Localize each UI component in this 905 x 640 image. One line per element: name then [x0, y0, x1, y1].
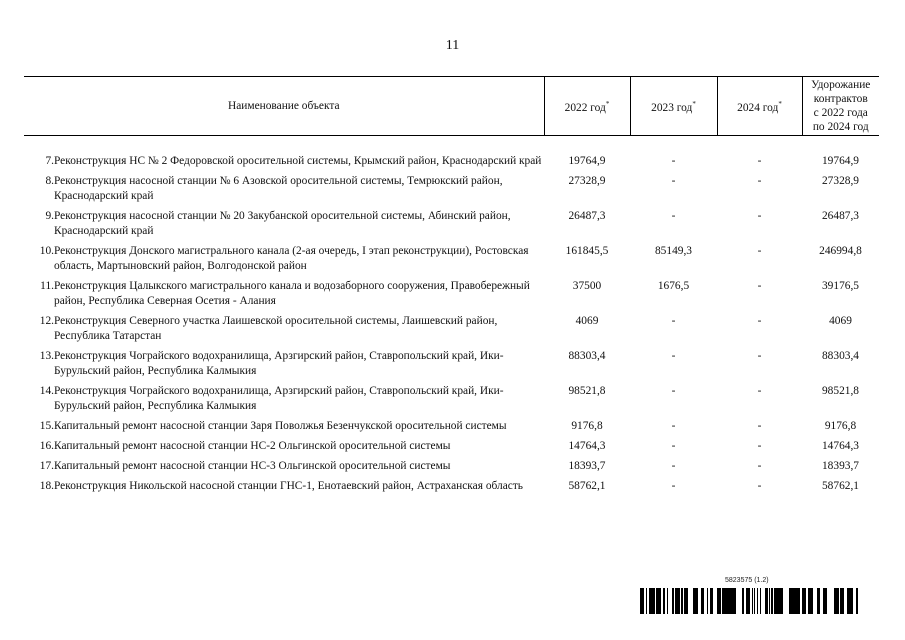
barcode-bar [766, 588, 767, 614]
barcode-bar [663, 588, 664, 614]
barcode-bar [742, 588, 744, 614]
barcode-bar [802, 588, 803, 614]
header-2024: 2024 год* [717, 77, 802, 136]
barcode-bar [717, 588, 719, 614]
barcode-bar [856, 588, 857, 614]
table-row [24, 458, 879, 478]
value-2024: - [757, 245, 762, 257]
value-2024: - [757, 460, 762, 472]
barcode-bar [685, 588, 687, 614]
barcode-bar [837, 588, 839, 614]
value-2024: - [757, 315, 762, 327]
table-row [24, 313, 879, 348]
barcode-bar [646, 588, 647, 614]
barcode-bar [825, 588, 827, 614]
barcode-bar [842, 588, 844, 614]
object-name: Реконструкция Северного участка Лаишевской оросительной системы, Лаишевский район, Республика Татарстан [54, 315, 498, 342]
barcode-bar [771, 588, 773, 614]
row-number: 12. [39, 315, 54, 327]
row-number: 10. [39, 245, 54, 257]
barcode-bar [767, 588, 768, 614]
barcode-bar [672, 588, 673, 614]
barcode-bar [848, 588, 849, 614]
value-total: 18393,7 [821, 460, 860, 472]
barcode-bar [834, 588, 836, 614]
barcode-bar [703, 588, 704, 614]
value-2022: 98521,8 [568, 385, 606, 397]
barcode-bar [849, 588, 851, 614]
table-row [24, 278, 879, 313]
row-number: 14. [39, 385, 54, 397]
value-2023: 1676,5 [657, 280, 690, 292]
header-name: Наименование объекта [24, 77, 544, 136]
object-name: Реконструкция Цалыкского магистрального канала и водозаборного сооружения, Правобережный район, Республика Северная Осетия - Алания [54, 280, 530, 307]
barcode-bar [673, 588, 674, 614]
value-2024: - [757, 155, 762, 167]
value-2024: - [757, 480, 762, 492]
barcode-bar [728, 588, 730, 614]
barcode-bar [660, 588, 661, 614]
table-row [24, 418, 879, 438]
barcode-bar [731, 588, 733, 614]
value-2023: - [671, 315, 676, 327]
value-2024: - [757, 385, 762, 397]
barcode-bar [677, 588, 678, 614]
table-row [24, 438, 879, 458]
value-2022: 58762,1 [568, 480, 606, 492]
barcode-bar [682, 588, 683, 614]
object-name: Реконструкция насосной станции № 20 Закубанской оросительной системы, Абинский район, Краснодарский край [54, 210, 511, 237]
barcode-bar [723, 588, 724, 614]
value-2023: - [671, 420, 676, 432]
barcode-bar [651, 588, 652, 614]
barcode-bar [707, 588, 708, 614]
value-2023: - [671, 460, 676, 472]
barcode-bar [791, 588, 793, 614]
barcode-bar [748, 588, 750, 614]
row-number: 8. [45, 175, 54, 187]
header-2023: 2023 год* [630, 77, 717, 136]
value-2023: - [671, 155, 676, 167]
barcode-bar [780, 588, 781, 614]
barcode-bar [693, 588, 694, 614]
table-row [24, 478, 879, 498]
barcode-bar [836, 588, 837, 614]
barcode-bar [652, 588, 653, 614]
barcode-bar [823, 588, 825, 614]
value-2023: - [671, 385, 676, 397]
barcode-bar [754, 588, 755, 614]
barcode-bar [757, 588, 758, 614]
barcode-bar [851, 588, 853, 614]
barcode-bar [653, 588, 655, 614]
value-total: 9176,8 [824, 420, 857, 432]
barcode-bar [734, 588, 735, 614]
value-2024: - [757, 210, 762, 222]
barcode-bar [765, 588, 766, 614]
barcode-bar [760, 588, 761, 614]
value-2022: 14764,3 [568, 440, 606, 452]
value-2022: 88303,4 [568, 350, 606, 362]
barcode-bar [817, 588, 818, 614]
barcode-image [640, 588, 858, 614]
object-name: Капитальный ремонт насосной станции Заря Поволжья Безенчукской оросительной системы [54, 420, 507, 432]
barcode-bar [696, 588, 698, 614]
objects-table [24, 76, 879, 498]
table-header-row [24, 77, 879, 136]
barcode-bar [656, 588, 658, 614]
barcode-bar [710, 588, 711, 614]
barcode-bar [667, 588, 668, 614]
value-total: 27328,9 [821, 175, 860, 187]
value-total: 88303,4 [821, 350, 860, 362]
row-number: 13. [39, 350, 54, 362]
barcode-bar [733, 588, 734, 614]
barcode-bar [808, 588, 809, 614]
barcode-bar [818, 588, 820, 614]
barcode-bar [778, 588, 780, 614]
object-name: Реконструкция НС № 2 Федоровской оросительной системы, Крымский район, Краснодарский край [54, 155, 542, 167]
barcode-bar [752, 588, 753, 614]
barcode-bar [809, 588, 810, 614]
barcode-bar [769, 588, 770, 614]
value-2024: - [757, 420, 762, 432]
barcode-bar [643, 588, 644, 614]
barcode-bar [724, 588, 726, 614]
value-total: 4069 [829, 315, 852, 327]
barcode-bar [719, 588, 721, 614]
barcode-bar [687, 588, 688, 614]
object-name: Капитальный ремонт насосной станции НС-2 Ольгинской оросительной системы [54, 440, 451, 452]
row-number: 17. [39, 460, 54, 472]
barcode-bar [701, 588, 703, 614]
barcode-bar [735, 588, 736, 614]
table-row [24, 348, 879, 383]
header-total: Удорожание контрактов с 2022 года по 2024 год [802, 77, 879, 136]
value-2024: - [757, 280, 762, 292]
barcode-bar [694, 588, 696, 614]
barcode-bar [640, 588, 641, 614]
object-name: Реконструкция насосной станции № 6 Азовской оросительной системы, Темрюкский район, Краснодарский край [54, 175, 503, 202]
value-2023: - [671, 440, 676, 452]
barcode-bar [798, 588, 800, 614]
value-2024: - [757, 440, 762, 452]
header-spacer [24, 136, 879, 154]
barcode-bar [793, 588, 794, 614]
table-row [24, 243, 879, 278]
value-2024: - [757, 175, 762, 187]
value-2023: - [671, 210, 676, 222]
barcode-bar [789, 588, 790, 614]
value-total: 26487,3 [821, 210, 860, 222]
barcode-bar [840, 588, 841, 614]
object-name: Реконструкция Чограйского водохранилища, Арзгирский район, Ставропольский край, Ики-Бурульский район, Республика Калмыкия [54, 350, 504, 377]
value-total: 246994,8 [819, 245, 862, 257]
barcode-bar [675, 588, 677, 614]
barcode-bar [659, 588, 660, 614]
value-2022: 4069 [575, 315, 599, 327]
barcode-bar [650, 588, 651, 614]
row-number: 11. [40, 280, 54, 292]
value-2022: 26487,3 [568, 210, 606, 222]
value-2022: 18393,7 [568, 460, 606, 472]
barcode-bar [681, 588, 682, 614]
barcode-bar [841, 588, 842, 614]
barcode-bar [857, 588, 858, 614]
barcode-bar [794, 588, 796, 614]
barcode-bar [796, 588, 797, 614]
table-row [24, 173, 879, 208]
barcode-bar [847, 588, 848, 614]
object-name: Реконструкция Никольской насосной станции ГНС-1, Енотаевский район, Астраханская область [54, 480, 523, 492]
barcode-bar [790, 588, 791, 614]
value-2022: 9176,8 [571, 420, 603, 432]
barcode-bar [726, 588, 728, 614]
value-2023: - [671, 480, 676, 492]
value-total: 19764,9 [821, 155, 860, 167]
row-number: 16. [39, 440, 54, 452]
barcode-bar [746, 588, 748, 614]
value-2023: - [671, 350, 676, 362]
page-number: 11 [445, 38, 460, 53]
table-row [24, 208, 879, 243]
row-number: 9. [45, 210, 54, 222]
row-number: 15. [39, 420, 54, 432]
row-number: 18. [39, 480, 54, 492]
value-2022: 27328,9 [568, 175, 606, 187]
object-name: Капитальный ремонт насосной станции НС-3 Ольгинской оросительной системы [54, 460, 451, 472]
value-2022: 19764,9 [568, 155, 606, 167]
value-2022: 37500 [572, 280, 602, 292]
value-2022: 161845,5 [565, 245, 609, 257]
barcode-bar [641, 588, 643, 614]
value-total: 39176,5 [821, 280, 860, 292]
object-name: Реконструкция Донского магистрального канала (2-ая очередь, I этап реконструкции), Ростовская область, Мартыновский район, Волгодонской район [54, 245, 529, 272]
barcode-bar [776, 588, 778, 614]
barcode-bar [678, 588, 680, 614]
barcode-bar [722, 588, 723, 614]
barcode-bar [775, 588, 776, 614]
barcode-code: 5823575 (1.2) [725, 577, 769, 584]
header-2022: 2022 год* [544, 77, 630, 136]
value-total: 98521,8 [821, 385, 860, 397]
barcode-bar [810, 588, 812, 614]
table-row [24, 153, 879, 173]
barcode-bar [730, 588, 731, 614]
object-name: Реконструкция Чограйского водохранилища, Арзгирский район, Ставропольский край, Ики-Бурульский район, Республика Калмыкия [54, 385, 504, 412]
barcode-bar [649, 588, 650, 614]
barcode-bar [803, 588, 804, 614]
value-2024: - [757, 350, 762, 362]
barcode-bar [805, 588, 806, 614]
barcode-bar [664, 588, 665, 614]
value-total: 14764,3 [821, 440, 860, 452]
barcode-bar [711, 588, 713, 614]
value-2023: - [671, 175, 676, 187]
barcode-bar [781, 588, 783, 614]
table-row [24, 383, 879, 418]
barcode-bar [684, 588, 685, 614]
value-2023: 85149,3 [654, 245, 693, 257]
value-total: 58762,1 [821, 480, 860, 492]
barcode-bar [774, 588, 775, 614]
barcode-bar [804, 588, 805, 614]
row-number: 7. [45, 155, 54, 167]
barcode-bar [658, 588, 659, 614]
barcode-bar [812, 588, 813, 614]
barcode-bar [797, 588, 798, 614]
